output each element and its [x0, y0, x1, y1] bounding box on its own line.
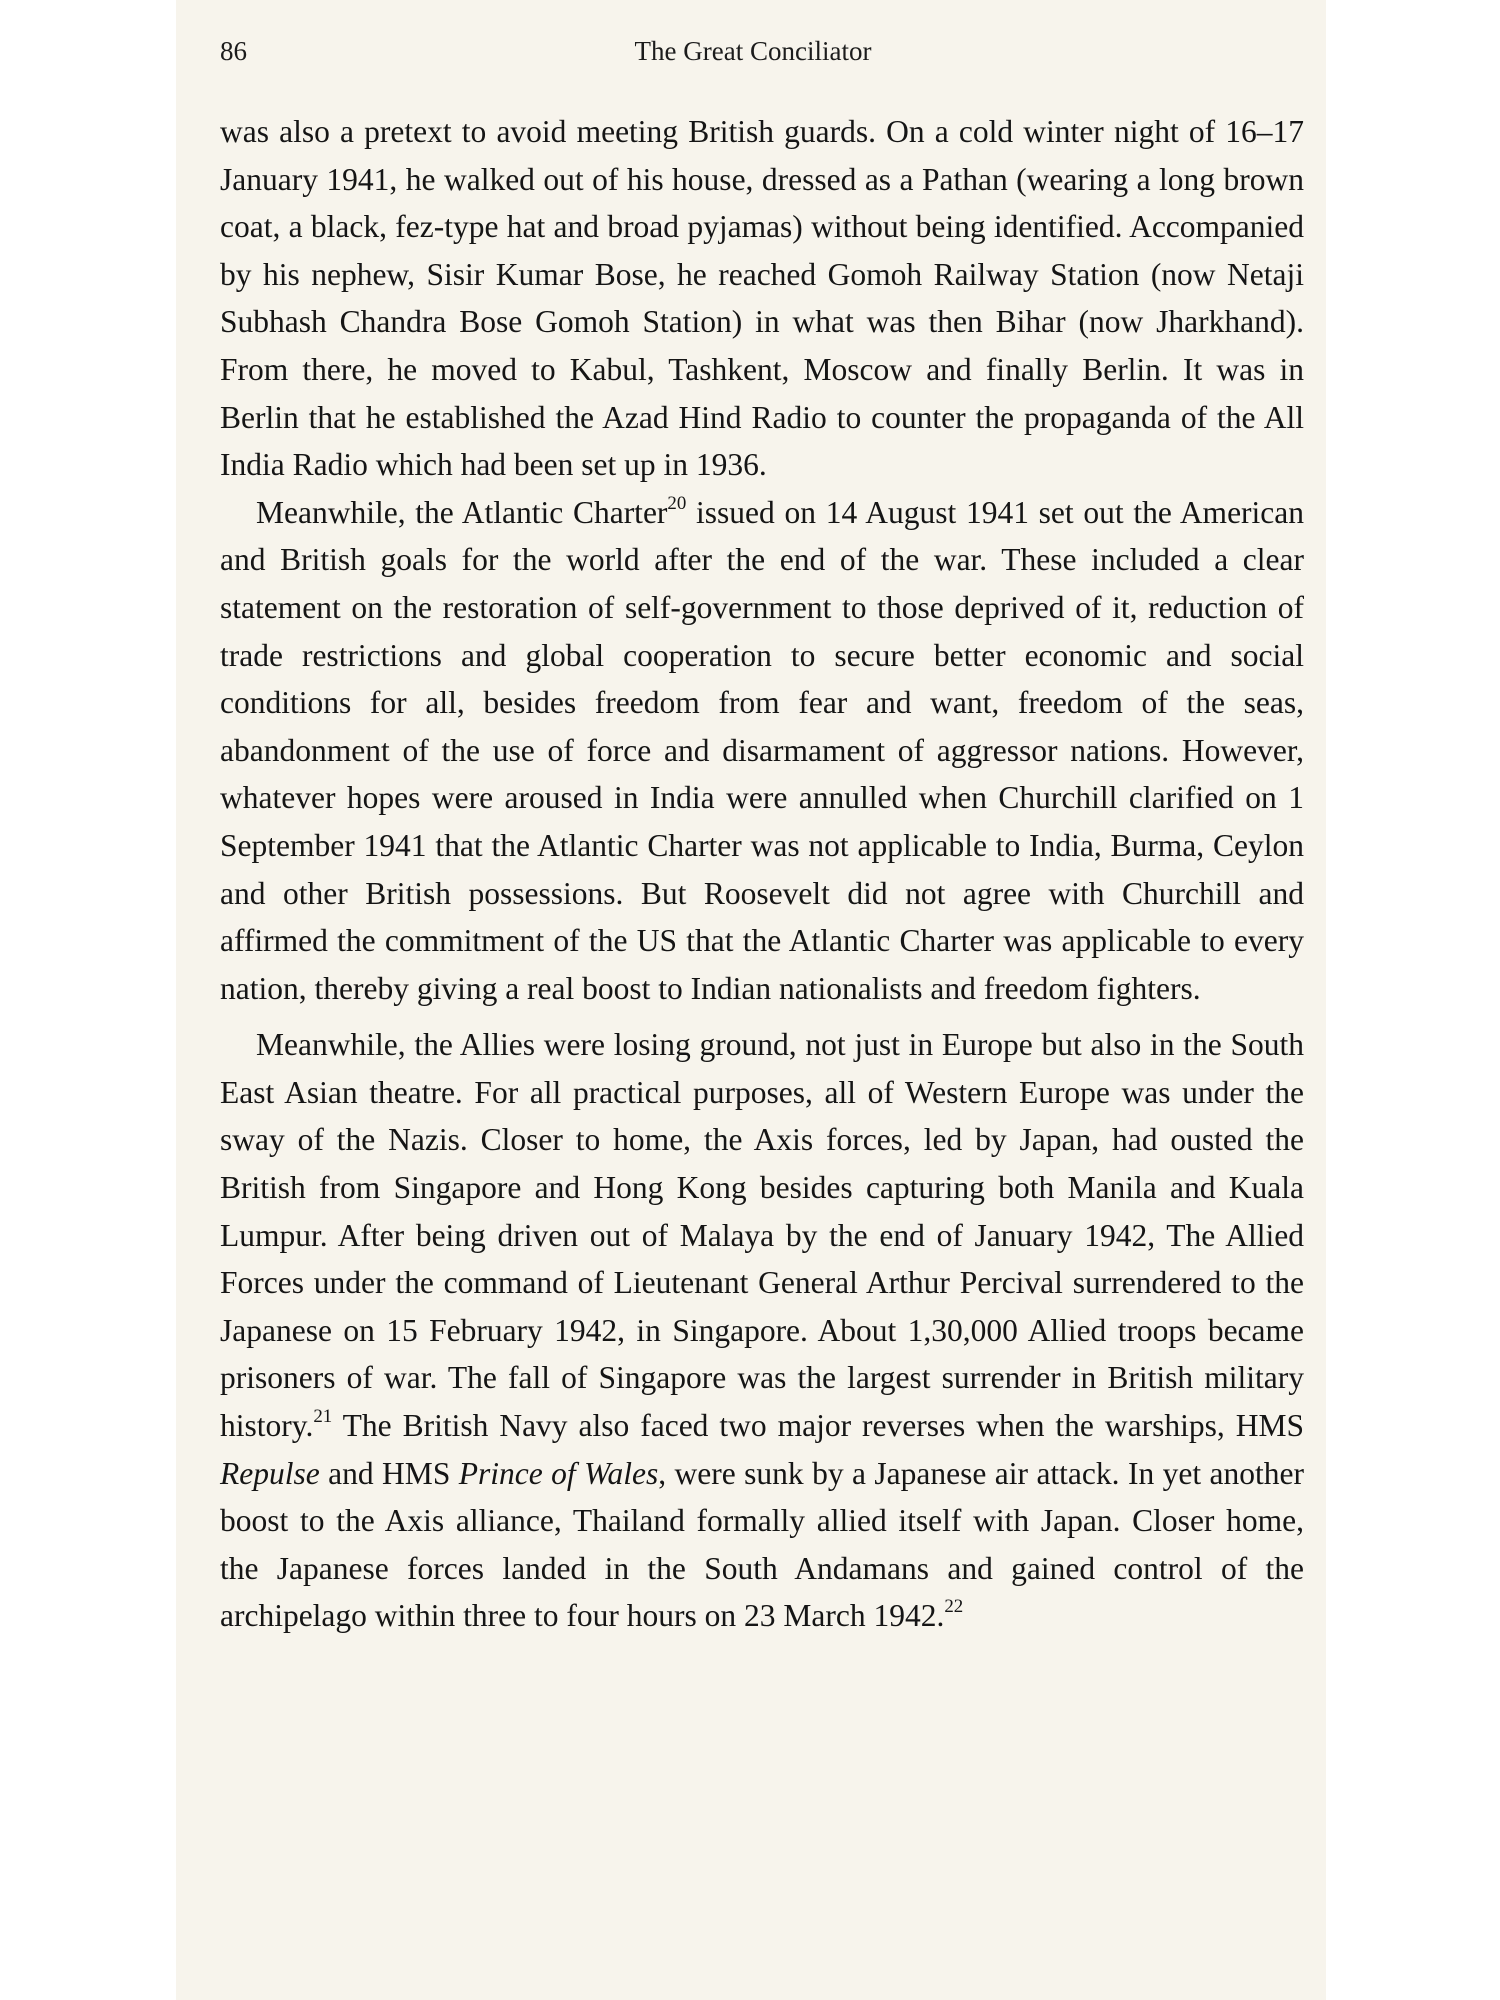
paragraph-2-text-a: Meanwhile, the Atlantic Charter: [256, 494, 668, 530]
paragraph-3: [220, 1021, 1304, 1640]
paragraph-3-text-b: The British Navy also faced two major reverses when the warships, HMS: [332, 1408, 1304, 1444]
ship-name-repulse: Repulse: [220, 1455, 320, 1491]
footnote-ref-22: 22: [944, 1596, 964, 1618]
page-number: 86: [220, 36, 247, 66]
paragraph-3-text-c: and HMS: [319, 1455, 459, 1491]
paragraph-1-text: was also a pretext to avoid meeting British guards. On a cold winter night of 16–17 January 1941, he walked out of his house, dressed as a Pathan (wearing a long brown coat, a black, fez-type hat and broad pyjamas) without being identified. Accompanied by his nephew, Sisir Kumar Bose, he reached Gomoh Railway Station (now Netaji Subhash Chandra Bose Gomoh Station) in what was then Bihar (now Jharkhand). From there, he moved to Kabul, Tashkent, Moscow and finally Berlin. It was in Berlin that he established the Azad Hind Radio to counter the propaganda of the All India Radio which had been set up in 1936.: [220, 114, 1304, 483]
book-page: [176, 0, 1326, 2000]
paragraph-3-text-a: Meanwhile, the Allies were losing ground, not just in Europe but also in the South East Asian theatre. For all practical purposes, all of Western Europe was under the sway of the Nazis. Closer to home, the Axis forces, led by Japan, had ousted the British from Singapore and Hong Kong besides capturing both Manila and Kuala Lumpur. After being driven out of Malaya by the end of January 1942, The Allied Forces under the command of Lieutenant General Arthur Percival surrendered to the Japanese on 15 February 1942, in Singapore. About 1,30,000 Allied troops became prisoners of war. The fall of Singapore was the largest surrender in British military history.: [220, 1027, 1304, 1444]
footnote-ref-20: 20: [667, 492, 687, 514]
body-text: [220, 108, 1304, 1640]
ship-name-prince-of-wales: Prince of Wales: [458, 1455, 659, 1491]
paragraph-2-text-b: issued on 14 August 1941 set out the American and British goals for the world after the end of the war. These included a clear statement on the restoration of self-government to those deprived of it, reduction of trade restrictions and global cooperation to secure better economic and social conditions for all, besides freedom from fear and want, freedom of the seas, abandonment of the use of force and disarmament of aggressor nations. However, whatever hopes were aroused in India were annulled when Churchill clarified on 1 September 1941 that the Atlantic Charter was not applicable to India, Burma, Ceylon and other British possessions. But Roosevelt did not agree with Churchill and affirmed the commitment of the US that the Atlantic Charter was applicable to every nation, thereby giving a real boost to Indian nationalists and freedom fighters.: [220, 494, 1304, 1006]
running-title: The Great Conciliator: [634, 36, 872, 66]
paragraph-1: [220, 108, 1304, 489]
page-header: [220, 36, 1286, 76]
footnote-ref-21: 21: [313, 1405, 333, 1427]
paragraph-3-text-d: , were sunk by a Japanese air attack. In yet another boost to the Axis alliance, Thailand formally allied itself with Japan. Closer home, the Japanese forces landed in the South Andamans and gained control of the archipelago within three to four hours on 23 March 1942.: [220, 1455, 1304, 1634]
paragraph-2: [220, 489, 1304, 1013]
